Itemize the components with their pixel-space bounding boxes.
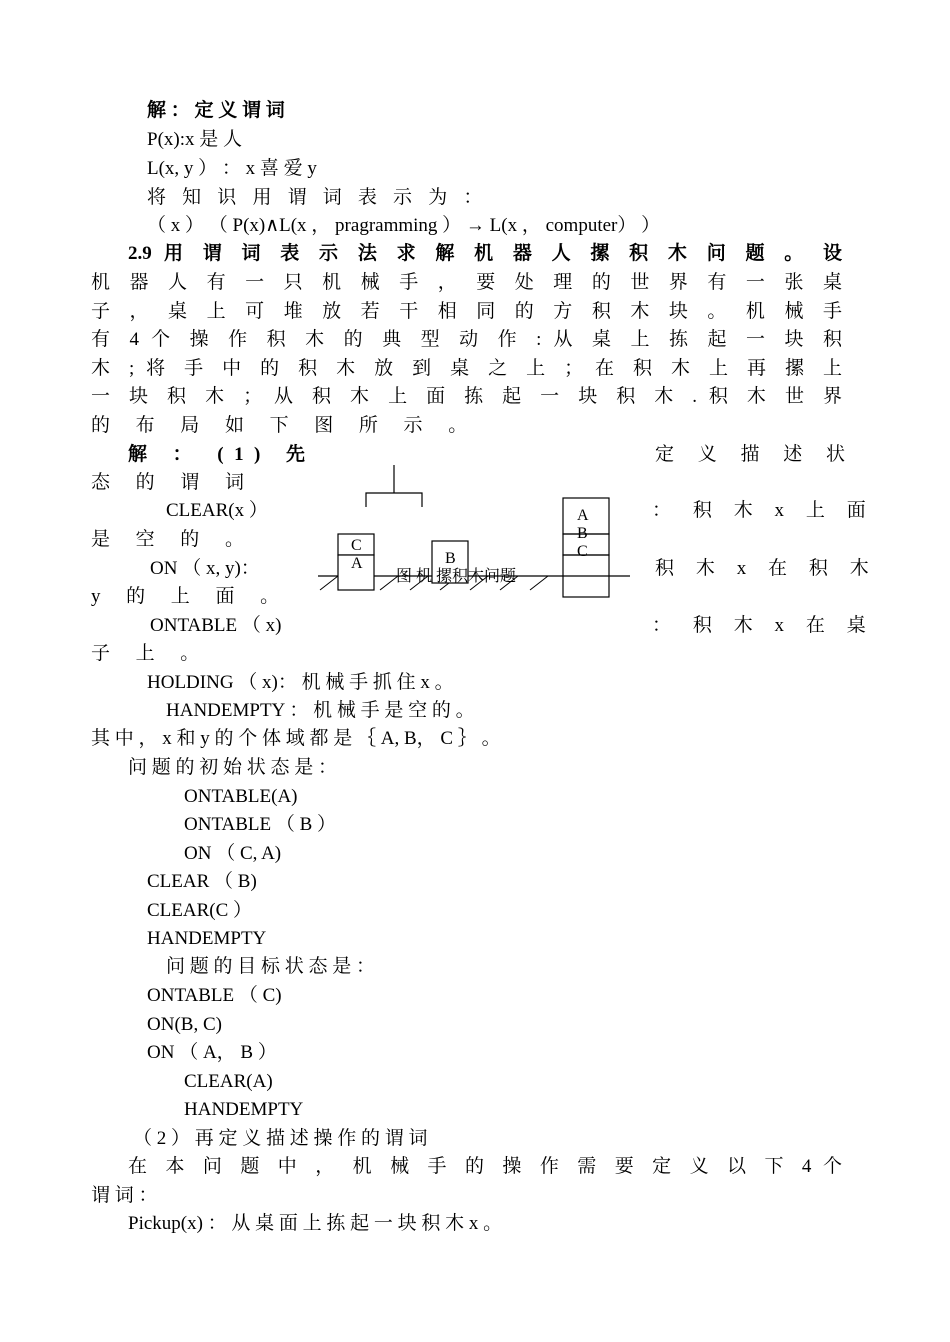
- goal-handempty: HANDEMPTY: [184, 1099, 304, 1120]
- knowledge-intro: 将 知 识 用 谓 词 表 示 为 ：: [147, 187, 489, 208]
- ontable-predicate-desc-2: 子 上 。: [91, 643, 210, 664]
- problem-2-9-line-6: 一 块 积 木 ； 从 积 木 上 面 拣 起 一 块 积 木 . 积 木 世 界: [91, 386, 842, 407]
- on-predicate-desc-2: y 的 上 面 。: [91, 586, 290, 607]
- figure-caption: 图 机 摞积木问题: [396, 568, 517, 585]
- predicate-l: L(x, y ） ： x 喜 爱 y: [147, 158, 317, 179]
- goal-stack-label-c: C: [577, 543, 588, 560]
- problem-2-9-line-1: 2.9 用 谓 词 表 示 法 求 解 机 器 人 摞 积 木 问 题 。 设: [128, 243, 842, 264]
- solution-heading-1: 解 ： 定 义 谓 词: [147, 100, 285, 121]
- ontable-predicate: ONTABLE （ x): [150, 615, 282, 636]
- operation-intro-line-1: 在 本 问 题 中 ， 机 械 手 的 操 作 需 要 定 义 以 下 4 个: [128, 1156, 842, 1177]
- goal-on-b-c: ON(B, C): [147, 1014, 222, 1035]
- initial-ontable-b: ONTABLE （ B ）: [184, 814, 337, 835]
- clear-predicate-desc-2: 是 空 的 。: [91, 529, 255, 550]
- goal-clear-a: CLEAR(A): [184, 1071, 273, 1092]
- clear-predicate-desc: ： 积 木 x 上 面: [652, 500, 875, 521]
- robot-hand-icon: [366, 465, 422, 507]
- problem-2-9-line-3: 子 ， 桌 上 可 堆 放 若 干 相 同 的 方 积 木 块 。 机 械 手: [91, 301, 842, 322]
- solution-heading-2-right: 定 义 描 述 状: [655, 444, 855, 465]
- goal-state-heading: 问 题 的 目 标 状 态 是 ：: [166, 956, 376, 977]
- initial-clear-b: CLEAR （ B): [147, 871, 257, 892]
- initial-state-heading: 问 题 的 初 始 状 态 是 ：: [128, 757, 338, 778]
- operation-predicates-heading: （ 2 ） 再 定 义 描 述 操 作 的 谓 词: [133, 1128, 428, 1149]
- state-predicates-line: 态 的 谓 词: [91, 472, 255, 493]
- goal-stack-label-a: A: [577, 507, 589, 524]
- knowledge-formula: （ x ） （ P(x)∧L(x ， pragramming ） → L(x ， computer） ）: [147, 215, 661, 236]
- holding-predicate: HOLDING （ x)： 机 械 手 抓 住 x 。: [147, 672, 454, 693]
- initial-handempty: HANDEMPTY: [147, 928, 267, 949]
- problem-2-9-line-7: 的 布 局 如 下 图 所 示 。: [91, 415, 478, 436]
- initial-on-c-a: ON （ C, A): [184, 843, 282, 864]
- block-c-label: C: [351, 537, 362, 554]
- initial-ontable-a: ONTABLE(A): [184, 786, 298, 807]
- domain-statement: 其 中 ， x 和 y 的 个 体 域 都 是 ｛ A, B， C ｝ 。: [91, 728, 501, 749]
- problem-2-9-line-5: 木 ; 将 手 中 的 积 木 放 到 桌 之 上 ； 在 积 木 上 再 摞 上: [91, 358, 842, 379]
- pickup-operation: Pickup(x) ： 从 桌 面 上 拣 起 一 块 积 木 x 。: [128, 1213, 503, 1234]
- operation-intro-line-2: 谓 词 ：: [91, 1185, 158, 1206]
- on-predicate: ON （ x, y)：: [150, 558, 260, 579]
- on-predicate-desc: 积 木 x 在 积 木: [655, 558, 878, 579]
- predicate-p: P(x):x 是 人: [147, 129, 243, 150]
- clear-predicate: CLEAR(x ）: [166, 500, 268, 521]
- goal-stack-label-b: B: [577, 525, 588, 542]
- block-b-label: B: [445, 550, 456, 567]
- initial-clear-c: CLEAR(C ）: [147, 900, 253, 921]
- solution-heading-2: 解 ： (1) 先: [128, 444, 316, 465]
- block-a-label: A: [351, 555, 363, 572]
- problem-2-9-line-2: 机 器 人 有 一 只 机 械 手 ， 要 处 理 的 世 界 有 一 张 桌: [91, 272, 842, 293]
- goal-on-a-b: ON （ A， B ）: [147, 1042, 277, 1063]
- handempty-predicate: HANDEMPTY ： 机 械 手 是 空 的 。: [166, 700, 475, 721]
- ontable-predicate-desc: ： 积 木 x 在 桌: [652, 615, 875, 636]
- goal-ontable-c: ONTABLE （ C): [147, 985, 282, 1006]
- problem-2-9-line-4: 有 4 个 操 作 积 木 的 典 型 动 作 : 从 桌 上 拣 起 一 块 积: [91, 329, 842, 350]
- blocks-world-figure: [310, 460, 640, 610]
